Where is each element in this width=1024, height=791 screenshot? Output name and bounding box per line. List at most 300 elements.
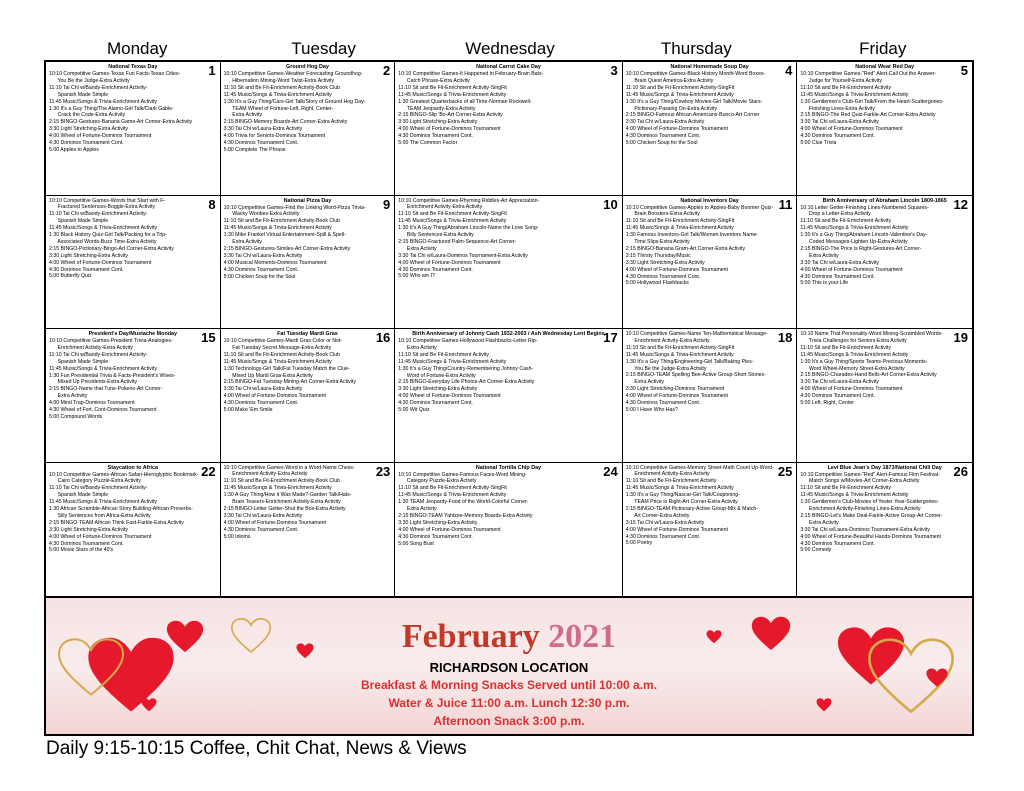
day-cell <box>797 463 972 597</box>
activity-item: 4:00 Wheel of Fortune-Dominos Tournament <box>625 266 728 273</box>
activity-item: 2:15 BINGO-Everyday Life Photos-Art Corner-Extra Activity <box>398 379 535 386</box>
day-theme: Ground Hog Day <box>286 64 329 70</box>
activity-list <box>398 338 618 414</box>
activity-list <box>626 205 794 288</box>
activity-item: Spanish Made Simple <box>49 492 109 499</box>
activity-item: 4:00 Wheel of Fortune-Dominos Tournament <box>223 393 326 400</box>
activity-item: 4:00 Wheel of Fortune-Dominos Tournament <box>398 526 501 533</box>
activity-item: 4:00 Wheel of Fortune-Dominos Tournament <box>223 519 326 526</box>
activity-item: 2:15 BINGO-TEAM African Think Fast-Farkle-Extra Activity <box>49 519 184 526</box>
day-number: 25 <box>777 463 793 479</box>
activity-item: 10:10 Competitive Games-Find the Linking Word-Pizza Trivia- <box>223 204 366 211</box>
activity-item: 1:30 It's a Guy Thing/Country-Remembering Johnny Cash- <box>398 365 534 372</box>
activity-list <box>398 198 618 281</box>
activity-item: 11:45 Music/Songs & Trivia-Enrichment Activity <box>398 358 507 365</box>
activity-item: 3:30 Light Stretching-Extra Activity <box>398 386 478 393</box>
activity-item: 1:30 African Scramble-African Story Building-African Proverbs- <box>49 506 193 513</box>
activity-item: 2:15 BINGO-Let's Make Deal-Farkle-Active Group-Art Corner- <box>800 512 943 519</box>
day-theme: National Texas Day <box>108 64 158 70</box>
day-cell <box>46 62 221 196</box>
activity-item: 5:00 I Have Who Has? <box>625 406 678 413</box>
activity-item: 11:10 Sit and Be Fit-Enrichment Activity <box>800 485 892 492</box>
activity-item: Enrichment Activity-Extra Activity <box>625 337 710 344</box>
activity-item: 11:10 Sit and Be Fit-Enrichment Activity-Book Club <box>223 218 341 225</box>
activity-item: Art Corner-Extra Activity <box>625 512 690 519</box>
activity-item: Brain Boosters-Extra Activity <box>625 211 700 218</box>
activity-item: 4:30 Dominos Tournament Cont. <box>223 140 299 147</box>
activity-item: 1:30 It's a Guy Thing/Nascar-Girl Talk/Couponing- <box>625 492 740 499</box>
activity-item: 2:15 BINGO-The Red Quiz-Farkle-Art Corner-Extra Activity <box>800 112 936 119</box>
activity-list <box>626 465 794 548</box>
day-cell <box>797 196 972 330</box>
activity-item: 4:30 Dominos Tournament Cont. <box>398 266 473 273</box>
activity-item: 11:10 Sit and Be Fit-Enrichment Activity <box>625 478 717 485</box>
day-number: 18 <box>777 330 793 345</box>
activity-item: 11:10 Sit and Be Fit-Enrichment Activity <box>800 84 892 91</box>
snack-info: Afternoon Snack 3:00 p.m. <box>433 714 585 728</box>
activity-item: 5:00 Make 'Em Smile <box>223 407 273 414</box>
activity-item: Category Puzzle-Extra Activity <box>398 478 477 485</box>
activity-item: Spanish Made Simple <box>49 218 109 225</box>
day-cell <box>623 196 798 330</box>
day-theme: Birth Anniversary of Johnny Cash 1932-2003 / Ash Wednesday Lent Begins <box>412 331 605 337</box>
day-theme: Levi Blue Jean's Day 1873/National Chili Day <box>827 464 942 471</box>
day-cell <box>395 62 622 196</box>
breakfast-info: Breakfast & Morning Snacks Served until 10:00 a.m. <box>360 678 658 692</box>
activity-item: 2:15 BINGO-Pictionary-Bingo-Art Corner-Extra Activity <box>49 245 174 252</box>
activity-item: 3:30 Tai Chi w/Laura-Dominos Tournament-Extra Activity <box>800 526 930 533</box>
activity-item: 5:00 Chicken Soup for the Soul <box>223 273 296 280</box>
activity-item: 5:00 This is your Life <box>800 280 849 287</box>
activity-item: 10:10 Competitive Games-Famous Faces-Word Mining- <box>398 471 527 478</box>
activity-item: 1:30 Greatest Quarterbacks of all Time-Norman Rockwell- <box>398 98 532 105</box>
day-number: 3 <box>610 63 618 78</box>
activity-list <box>626 71 794 147</box>
day-number: 5 <box>960 63 968 78</box>
day-cell <box>623 62 798 196</box>
activity-item: Mixed Up Mardi Gras-Extra Activity <box>223 372 313 379</box>
day-cell <box>623 463 798 597</box>
activity-item: 2:15 BINGO-Famous African Americans-Bunco-Art Corner <box>625 112 760 119</box>
activity-item: 5:00 Apples to Apples <box>49 146 99 153</box>
activity-item: 1:30 Gentlemen's Club-Girl Talk/From the Heart-Scattergories- <box>800 98 944 105</box>
activity-item: Billy Sentences-Extra Activity <box>398 232 474 239</box>
activity-item: Spanish Made Simple <box>49 91 109 98</box>
activity-item: 4:00 Wheel of Fortune-Beautiful Hands-Dominos Tournament <box>800 533 941 540</box>
activity-item: 2:15 BINGO-Letter Getter-Shut the Box-Extra Activity <box>223 505 346 512</box>
activity-item: 4:30 Dominos Tournament Cont. <box>49 140 124 147</box>
activity-item: 2:15 BINGO-TEAM Yahtzee-Memory Boards-Extra Activity <box>398 512 533 519</box>
activity-item: 11:10 Sit and Be Fit-Enrichment Activity-Book Club <box>223 84 341 91</box>
activity-item: 10:10 Competitive Games-Weather Forecasting Groundhog- <box>223 71 363 77</box>
activity-item: 4:00 Wheel of Fortune-Dominos Tournament <box>49 133 152 140</box>
activity-item: 10:10 Competitive Games-Hollywood Flashbacks-Letter Rip- <box>398 338 538 344</box>
activity-item: 11:10 Sit and Be Fit-Enrichment Activity-SingFit <box>398 485 507 492</box>
activity-item: 11:45 Music/Songs & Trivia-Enrichment Activity <box>625 351 734 358</box>
calendar-grid <box>44 60 974 598</box>
activity-item: 4:30 Dominos Tournament Cont. <box>625 533 701 540</box>
activity-item: 11:10 Sit and Be Fit-Enrichment Activity <box>800 344 892 351</box>
activity-item: 5:00 Hollywood Flashbacks <box>625 280 689 287</box>
activity-item: 10:10 Competitive Games-Texas Fun Facts-Texas Cities- <box>49 71 181 77</box>
activity-list <box>800 331 969 407</box>
activity-item: 11:45 Music/Songs & Trivia-Enrichment Activity <box>223 91 332 98</box>
activity-item: 4:30 Wheel of Fort. Cont-Dominos Tournament <box>49 407 157 414</box>
activity-item: 2:15 BINGO-Gestures-Banana Game-Art Corner-Extra Activity <box>49 119 193 126</box>
activity-item: Extra Activity <box>800 252 839 259</box>
activity-item: 4:30 Dominos Tournament Cont. <box>398 133 473 140</box>
activity-item: 4:00 Wheel of Fortune-Dominos Tournament <box>49 259 152 266</box>
activity-item: Crack the Code-Extra Activity <box>49 112 126 119</box>
activity-item: 11:45 Music/Songs & Trivia-Enrichment Activity <box>49 365 158 372</box>
activity-item: 2:15 BINGO-Banana Gram-Art Corner-Extra Activity <box>625 245 746 252</box>
activity-item: 2:15 BINGO-Slip 'Bo-Art Corner-Extra Activity <box>398 112 503 119</box>
activity-item: 4:30 Dominos Tournament Cont. <box>625 273 701 280</box>
day-number: 17 <box>603 330 618 345</box>
activity-item: Brain Teasers-Enrichment Activity-Extra Activity <box>223 499 341 506</box>
activity-item: 10:10 Competitive Games-Word in a Word-Name Chess- <box>223 464 355 471</box>
activity-item: 11:45 Music/Songs & Trivia-Enrichment Activity <box>398 218 507 225</box>
activity-item: 2:15 BINGO-Name that Tune-Pokeno-Art Corner- <box>49 386 163 393</box>
activity-item: Finishing Lines-Extra Activity <box>800 105 876 112</box>
day-cell <box>395 463 622 597</box>
activity-item: 11:45 Music/Songs & Trivia-Enrichment Activity <box>800 91 909 98</box>
day-tuesday: Tuesday <box>291 39 356 58</box>
activity-item: 3:30 Light Stretching-Extra Activity <box>49 252 129 259</box>
activity-item: 1:30 It's A Guy Thing/Abraham Lincoln-Name the Love Song- <box>398 225 539 232</box>
day-number: 4 <box>785 63 793 78</box>
day-number: 12 <box>953 196 968 212</box>
activity-item: TEAM Jeopardy-Extra Activity <box>398 105 476 112</box>
activity-list <box>626 331 794 414</box>
activity-item: Extra Activity <box>625 379 665 386</box>
activity-item: Extra Activity <box>398 344 437 351</box>
month-banner <box>44 598 974 736</box>
activity-item: Fat Tuesday Secret Message-Extra Activity <box>223 344 332 351</box>
activity-list <box>49 472 217 555</box>
activity-item: 11:10 Tai Chi w/Bandy-Enrichment Activity- <box>49 351 148 358</box>
activity-item: 10:10 Competitive Games-It Happened in February-Brain Bats- <box>398 71 544 77</box>
activity-item: Enrichment Activity-Extra Activity <box>223 471 308 478</box>
activity-item: 3:30 Tai Chi w/Laura-Extra Activity <box>800 259 879 266</box>
activity-item: 11:45 Music/Songs & Trivia-Enrichment Activity <box>800 225 909 232</box>
activity-item: 11:45 Music/Songs & Trivia-Enrichment Activity <box>49 499 158 506</box>
activity-item: Word Wheel-Memory Street-Extra Activity <box>800 365 905 372</box>
day-cell <box>221 196 396 330</box>
activity-item: 4:00 Wheel of Fortune-Dominos Tournament <box>800 126 903 133</box>
day-number: 24 <box>603 463 618 479</box>
day-cell <box>46 196 221 330</box>
activity-item: 1:30 It's a Guy Thing/Engineering-Girl Talk/Baking Pies- <box>625 358 754 365</box>
activity-item: 11:10 Sit and Be Fit-Enrichment Activity-SingFit <box>398 84 507 91</box>
activity-list <box>224 338 392 414</box>
activity-list <box>398 71 618 147</box>
activity-item: 11:45 Music/Songs & Trivia-Enrichment Activity <box>625 225 734 232</box>
day-theme: Fat Tuesday Mardi Gras <box>277 331 338 337</box>
activity-item: 4:30 Dominos Tournament Cont. <box>398 533 473 540</box>
activity-item: 1:30 It's a Guy Thing/The Alamo-Girl Talk/Clark Gable- <box>49 105 174 112</box>
activity-item: 11:10 Sit and Be Fit-Enrichment Activity-SingFit <box>398 211 507 218</box>
activity-item: Catch Phrase-Extra Activity <box>398 77 470 84</box>
activity-item: 11:10 Tai Chi w/Bandy-Enrichment Activity- <box>49 485 148 492</box>
day-cell <box>797 62 972 196</box>
activity-item: 3:30 Tai Chi w/Laura-Extra Activity <box>223 386 303 393</box>
activity-item: 1:30 It's a Guy Thing/Sports Teams-Precious Moments- <box>800 358 928 365</box>
activity-item: 5:00 Left, Right, Center <box>800 400 854 407</box>
activity-item: 11:45 Music/Songs & Trivia-Enrichment Activity <box>398 91 507 98</box>
activity-item: Extra Activity <box>800 519 839 526</box>
activity-item: 4:00 Wheel of Fortune-Dominos Tournament <box>625 126 728 133</box>
activity-item: 4:00 Wheel of Fortune-Dominos Tournament <box>398 259 501 266</box>
activity-item: 5:00 Butterfly Quiz <box>49 273 92 280</box>
activity-item: 1:30 Famous Inventors-Girl Talk/Women Inventors Name- <box>625 232 759 239</box>
activity-item: 4:30 Dominos Tournament Cont. <box>49 266 124 273</box>
activity-item: 10:10 Competitive Games-"Red" Alert-Famous Film Festival- <box>800 471 940 478</box>
daily-coffee-note: Daily 9:15-10:15 Coffee, Chit Chat, News & Views <box>46 738 467 759</box>
day-friday: Friday <box>859 39 907 58</box>
activity-list <box>800 71 969 147</box>
day-number: 9 <box>383 196 391 212</box>
activity-item: 10:10 Competitive Games-Apples to Apples-Baby Boomer Quiz- <box>625 204 774 211</box>
day-monday: Monday <box>106 39 168 58</box>
activity-item: Associated Words-Buzz Time-Extra Activity <box>49 238 157 245</box>
activity-item: 11:45 Music/Songs & Trivia-Enrichment Activity <box>625 91 734 98</box>
activity-item: 11:45 Music/Songs & Trivia-Enrichment Activity <box>398 492 507 499</box>
day-theme: National Wear Red Day <box>855 64 915 70</box>
day-cell <box>221 62 396 196</box>
day-theme: National Pizza Day <box>283 197 332 204</box>
activity-item: 11:45 Music/Songs & Trivia-Enrichment Activity <box>800 351 909 358</box>
activity-item: 4:00 Musical Moments-Dominos Tournament <box>223 259 327 266</box>
activity-item: Word of Fortune-Extra Activity <box>398 372 476 379</box>
activity-item: 1:30 It's a Guy Thing/Cars-Girl Talk/Story of Ground Hog Day- <box>223 98 366 105</box>
day-number: 22 <box>201 463 216 479</box>
activity-list <box>398 472 618 548</box>
day-number: 26 <box>953 463 968 479</box>
activity-item: Mixed Up Presidents-Extra Activity <box>49 379 137 386</box>
activity-item: 10:10 Competitive Games-Mardi Gras Color or Not- <box>223 338 343 344</box>
activity-item: 2:15 BINGO-Fat Tuesday Mining-Art Corner-Extra Activity <box>223 379 356 386</box>
weekday-header <box>44 38 976 60</box>
activity-item: 11:10 Sit and Be Fit-Enrichment Activity-SingFit <box>625 344 735 351</box>
activity-item: 3:30 Tai Chi w/Laura-Extra Activity <box>800 119 879 126</box>
activity-item: Drop a Letter-Extra Activity <box>800 211 871 218</box>
activity-item: 11:45 Music/Songs & Trivia-Enrichment Activity <box>223 358 332 365</box>
activity-item: Extra Activity <box>223 239 262 246</box>
activity-item: 11:10 Sit and Be Fit-Enrichment Activity-SingFit <box>625 84 735 91</box>
activity-item: 4:00 Wheel of Fortune-Dominos Tournament <box>398 393 501 400</box>
activity-item: 1:30 TEAM Jeopardy-Food of the World-Colorful Corner- <box>398 499 529 506</box>
activity-item: 10:10 Competitive Games-African Safari-Hieroglyphic Bookmark- <box>49 471 199 478</box>
activity-item: 4:00 Trivia for Seniors-Dominos Tournament <box>223 133 326 140</box>
activity-item: 4:30 Dominos Tournament Cont. <box>223 526 299 533</box>
activity-item: 10:10 Competitive Games-Name Ten-Mathematical Message- <box>625 331 768 337</box>
activity-item: 1:30 A Guy Thing/How it Was Made?-Garden Talk/Hats- <box>223 492 352 499</box>
activity-item: 10:10 Competitive Games-Words that Start with F- <box>49 197 166 204</box>
activity-item: Pictionary-Passing On-Extra Activity <box>625 105 718 112</box>
location-label: RICHARDSON LOCATION <box>429 660 589 675</box>
month-name: February <box>401 618 540 655</box>
activity-item: 3:30 Light Stretching-Extra Activity <box>398 119 478 126</box>
activity-item: Enrichment Activity-Extra Activity <box>625 471 710 478</box>
activity-item: 3:30 Light Stretching-Dominos Tournament <box>625 386 725 393</box>
day-number: 11 <box>778 196 793 212</box>
activity-item: Hibernation Mining-Word Twist-Extra Activity <box>223 77 335 84</box>
activity-item: Extra Activity <box>223 112 262 119</box>
activity-item: Fractured Sentences-Boggle-Extra Activity <box>49 204 156 211</box>
activity-item: 1:30 Mike Frankel Virtual Entertainment-Spill & Spell- <box>223 232 346 239</box>
day-theme: Birth Anniversary of Abraham Lincoln 1809-1865 <box>822 197 947 204</box>
activity-item: Extra Activity <box>398 245 437 252</box>
activity-item: 2:15 BINGO-TEAM Spelling Bee-Active Group-Short Stories- <box>625 372 766 379</box>
activity-item: Trivia Challenges for Seniors-Extra Activity <box>800 337 907 344</box>
day-theme: National Homemade Soup Day <box>670 64 749 70</box>
activity-item: Match Songs w/Movies-Art Corner-Extra Activity <box>800 478 920 485</box>
activity-list <box>49 198 217 281</box>
activity-item: 4:30 Dominos Tournament Cont. <box>398 400 473 407</box>
activity-item: 11:10 Sit and Be Fit-Enrichment Activity-Book Club <box>223 478 341 485</box>
activity-item: 10:10 Letter Getter-Finishing Lines-Numbered Squares- <box>800 204 929 211</box>
day-cell <box>623 329 798 463</box>
activity-item: 10:10 Competitive Games-President Trivia-Analogies- <box>49 338 173 344</box>
activity-item: Extra Activity <box>49 393 88 400</box>
day-cell <box>395 329 622 463</box>
month-year: 2021 <box>548 618 617 655</box>
day-theme: Staycation to Africa <box>107 464 159 471</box>
day-number: 10 <box>603 196 618 212</box>
day-number: 2 <box>383 63 391 78</box>
activity-item: 10:10 Competitive Games-"Red" Alert-Call Out the Answer- <box>800 71 937 77</box>
day-cell <box>46 463 221 597</box>
day-number: 15 <box>201 330 216 345</box>
activity-item: Enrichment Activity-Finishing Lines-Extra Activity <box>800 506 921 513</box>
activity-item: 5:00 Clue Trivia <box>800 140 837 147</box>
activity-item: 4:00 Mind Trap-Dominos Tournament <box>49 400 135 407</box>
activity-item: 2:15 BINGO-Charades-Hand Bells-Art Corner-Extra Activity <box>800 372 937 379</box>
activity-item: 5:00 Comedy <box>800 547 832 554</box>
activity-item: 3:30 Tai Chi w/Laura-Extra Activity <box>223 126 303 133</box>
activity-item: 5:00 Chicken Soup for the Soul <box>625 140 698 147</box>
activity-item: 11:45 Music/Songs & Trivia-Enrichment Activity <box>800 492 909 499</box>
day-theme: President's Day/Mustache Monday <box>88 331 178 337</box>
activity-item: 4:30 Dominos Tournament Cont. <box>800 273 875 280</box>
activity-item: 4:00 Wheel of Fortune-Dominos Tournament <box>625 526 728 533</box>
activity-item: 1:30 Fun Presidential Trivia & Facts-President's Wives- <box>49 372 176 379</box>
activity-item: 2:15 BINGO-TEAM Pictionary-Active Group-Mix & Match- <box>625 505 759 512</box>
activity-item: 11:45 Music/Songs & Trivia-Enrichment Activity <box>49 225 158 232</box>
activity-item: 4:00 Wheel of Fortune-Dominos Tournament <box>625 393 728 400</box>
activity-item: 5:00 Who am I? <box>398 273 435 280</box>
activity-item: 3:30 Tai Chi w/Laura-Extra Activity <box>223 252 303 259</box>
activity-item: 2:15 BINGO-Gestures-Similes-Art Corner-Extra Activity <box>223 245 351 252</box>
activity-item: 4:30 Dominos Tournament Cont. <box>223 266 299 273</box>
activity-item: 1:30 Black History Quiz-Girl Talk/Packing for a Trip- <box>49 232 167 239</box>
activity-item: 4:30 Dominos Tournament Cont. <box>223 400 299 407</box>
day-cell <box>46 329 221 463</box>
activity-item: 5:00 Poetry <box>625 540 653 547</box>
day-cell <box>395 196 622 330</box>
activity-item: 4:00 Wheel of Fortune-Dominos Tournament <box>398 126 501 133</box>
activity-item: 4:00 Wheel of Fortune-Dominos Tournament <box>800 386 903 393</box>
activity-item: 2:15 BINGO-Memory Boards-Art Corner-Extra Activity <box>223 119 348 126</box>
activity-item: 10:10 Competitive Games-Rhyming Riddles-Art Appreciation- <box>398 197 540 204</box>
activity-item: Wacky Wordies-Extra Activity <box>223 211 300 218</box>
activity-item: 5:00 Wit Quiz <box>398 407 430 414</box>
activity-item: 3:30 Light Stretching-Extra Activity <box>625 259 705 266</box>
activity-item: 11:45 Music/Songs & Trivia-Enrichment Activity <box>625 485 734 492</box>
activity-item: 10:10 Competitive Games-Black History Month-Word Boxes- <box>625 71 766 77</box>
activity-list <box>224 205 392 281</box>
activity-item: 1:30 Technology-Girl Talk/Fat Tuesday Match the Clue- <box>223 365 350 372</box>
day-wednesday: Wednesday <box>465 39 555 58</box>
activity-item: 11:10 Tai Chi w/Bandy-Enrichment Activity- <box>49 84 148 91</box>
activity-item: 4:30 Dominos Tournament Cont. <box>800 393 875 400</box>
activity-item: 5:00 Song Bust <box>398 540 434 547</box>
activity-item: Enrichment Activity-Extra Activity <box>398 204 483 211</box>
activity-item: 2:15 BINGO-Fractured Palm-Sequence-Art Corner- <box>398 238 517 245</box>
activity-item: 3:30 Tai Chi w/Laura-Extra Activity <box>800 379 879 386</box>
activity-item: 11:10 Sit and Be Fit-Enrichment Activity-SingFit <box>625 218 735 225</box>
activity-item: 3:30 Light Stretching-Extra Activity <box>49 526 129 533</box>
activity-item: 3:15 Thirsty Thursday/Music <box>625 252 691 259</box>
activity-item: Extra Activity <box>398 506 437 513</box>
activity-list <box>49 338 217 421</box>
day-cell <box>221 463 396 597</box>
activity-item: 5:00 Complete The Phrase <box>223 146 286 153</box>
day-cell <box>797 329 972 463</box>
lunch-info: Water & Juice 11:00 a.m. Lunch 12:30 p.m. <box>388 696 630 710</box>
activity-item: 2:15 BINGO-The Price is Right-Gestures-Art Corner- <box>800 245 922 252</box>
activity-item: 4:30 Dominos Tournament Cont. <box>625 400 701 407</box>
activity-item: 5:00 The Common Factor <box>398 140 458 147</box>
activity-item: 3:15 Tai Chi w/Laura-Extra Activity <box>625 519 705 526</box>
activity-item: 11:10 Sit and Be Fit-Enrichment Activity <box>398 351 490 358</box>
activity-item: Enrichment Activity-Extra Activity <box>49 344 133 351</box>
day-thursday: Thursday <box>660 39 732 58</box>
activity-item: 11:45 Music/Songs & Trivia-Enrichment Activity <box>49 98 158 105</box>
day-theme: National Inventors Day <box>680 197 739 204</box>
activity-item: Brain Quest America-Extra Activity <box>625 77 714 84</box>
day-number: 16 <box>375 330 391 345</box>
activity-item: 4:30 Dominos Tournament Cont. <box>800 133 875 140</box>
activity-item: 5:00 Movie Stars of the 40's <box>49 547 114 554</box>
activity-list <box>224 71 392 154</box>
activity-item: 1:30 It's a Guy Thing/Cowboy Movies-Girl Talk/Movie Stars- <box>625 98 763 105</box>
activity-item: TEAM Price is Right-Art Corner-Extra Activity <box>625 499 738 506</box>
activity-item: 4:30 Dominos Tournament Cont. <box>800 540 875 547</box>
activity-item: You Be the Judge-Extra Activity <box>625 365 707 372</box>
activity-item: 3:30 Tai Chi w/Laura-Dominos Tournament-Extra Activity <box>398 252 528 259</box>
day-number: 8 <box>208 196 216 212</box>
activity-item: 10:10 Competitive Games-Memory Street-Math Count Up-Word- <box>625 464 774 471</box>
month-title <box>46 618 972 656</box>
activity-item: 11:10 Tai Chi w/Bandy-Enrichment Activity- <box>49 211 148 218</box>
activity-item: You Be the Judge-Extra Activity <box>49 77 130 84</box>
activity-item: Time Slips-Extra Activity <box>625 239 690 246</box>
activity-item: 3:30 Tai Chi w/Laura-Extra Activity <box>223 512 303 519</box>
activity-item: Coded Messages-Lighten Up-Extra Activity <box>800 239 908 246</box>
activity-item: 1:30 It's a Guy Thing/Abraham Lincoln-Valentine's Day- <box>800 232 928 239</box>
day-number: 23 <box>375 463 391 479</box>
activity-item: 10:10 Name That Personality-Word Mining-Scrambled Words- <box>800 331 943 337</box>
activity-item: 11:10 Sit and Be Fit-Enrichment Activity-Book Club <box>223 351 341 358</box>
activity-item: 11:45 Music/Songs & Trivia-Enrichment Activity <box>223 485 332 492</box>
activity-list <box>800 472 969 555</box>
activity-item: 1:30 Gentlemen's Club-Movies of Yester Year-Scattergories- <box>800 499 939 506</box>
activity-item: 4:30 Dominos Tournament Cont. <box>49 540 124 547</box>
activity-item: 11:10 Sit and Be Fit-Enrichment Activity <box>800 218 892 225</box>
activity-item: 4:00 Wheel of Fortune-Dominos Tournament <box>800 266 903 273</box>
